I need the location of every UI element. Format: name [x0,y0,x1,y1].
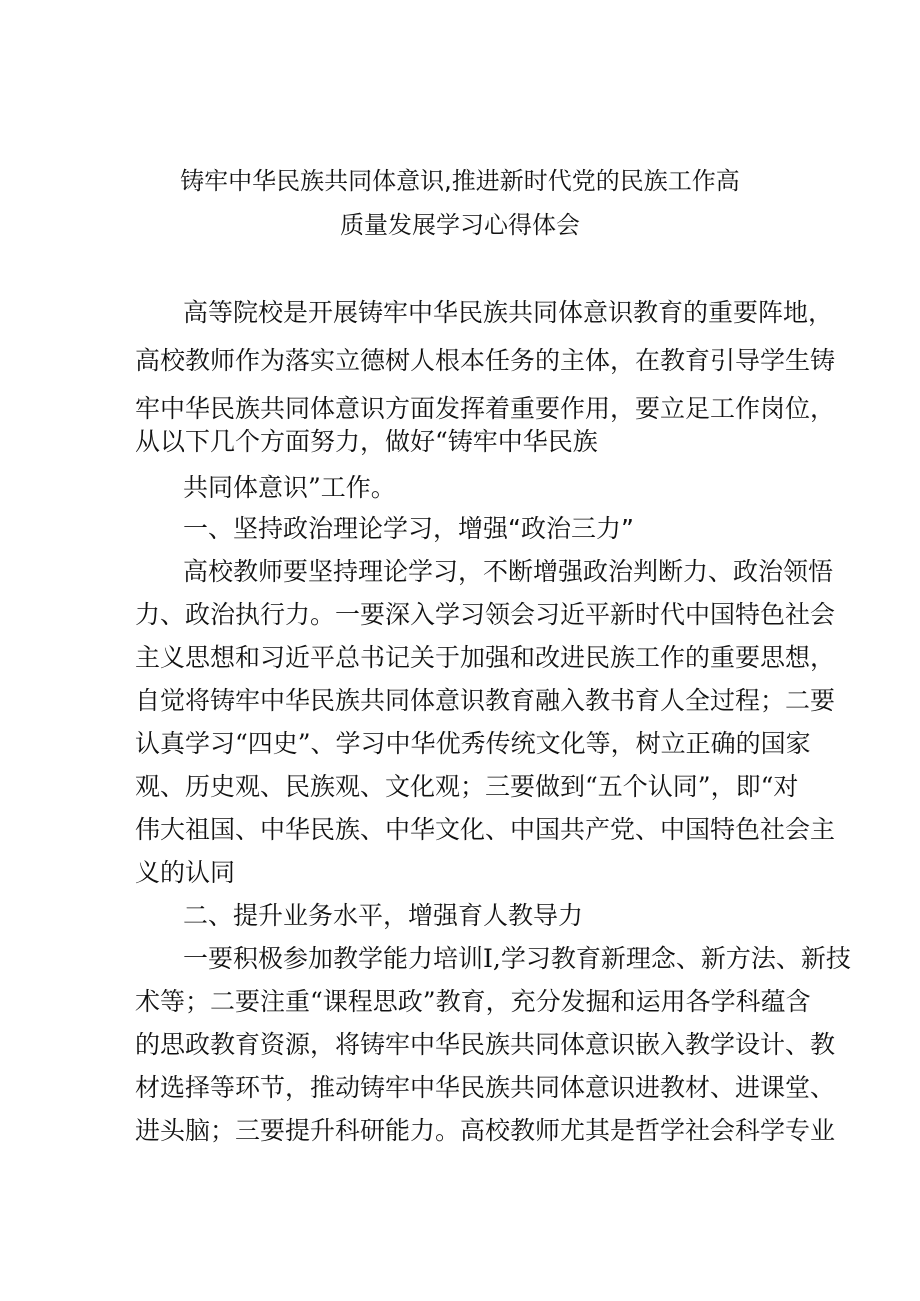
section-1-line-5: 认真学习“四史”、学习中华优秀传统文化等，树立正确的国家 [135,729,811,758]
section-1-line-2: 力、政治执行力。一要深入学习领会习近平新时代中国特色社会 [135,600,836,629]
section-2-line-3: 的思政教育资源，将铸牢中华民族共同体意识嵌入教学设计、教 [135,1030,836,1059]
intro-line-5: 共同体意识”工作。 [183,473,396,502]
section-1-heading: 一、坚持政治理论学习，增强“政治三力” [183,514,634,543]
intro-line-3: 牢中华民族共同体意识方面发挥着重要作用，要立足工作岗位， [135,394,836,423]
section-1-line-7: 伟大祖国、中华民族、中华文化、中国共产党、中国特色社会主 [135,815,836,844]
intro-line-2: 高校教师作为落实立德树人根本任务的主体，在教育引导学生铸 [135,346,836,375]
section-2-line-1: 一要积极参加教学能力培训I,学习教育新理念、新方法、新技 [183,944,851,973]
section-1-line-4: 自觉将铸牢中华民族共同体意识教育融入教书育人全过程；二要 [135,686,836,715]
section-1-line-3: 主义思想和习近平总书记关于加强和改进民族工作的重要思想， [135,643,836,672]
section-1-line-6: 观、历史观、民族观、文化观；三要做到“五个认同”，即“对 [135,772,799,801]
section-2-heading: 二、提升业务水平，增强育人教导力 [183,901,584,930]
section-2-line-2: 术等；二要注重“课程思政”教育，充分发掘和运用各学科蕴含 [135,987,811,1016]
document-title-line-2: 质量发展学习心得体会 [340,211,580,239]
section-2-line-5: 进头脑；三要提升科研能力。高校教师尤其是哲学社会科学专业 [135,1116,836,1145]
intro-line-4: 从以下几个方面努力，做好“铸牢中华民族 [135,427,598,456]
section-1-line-8: 义的认同 [135,858,236,887]
document-title-line-1: 铸牢中华民族共同体意识,推进新时代党的民族工作高 [180,167,740,195]
section-2-line-4: 材选择等环节，推动铸牢中华民族共同体意识进教材、进课堂、 [135,1073,836,1102]
intro-line-1: 高等院校是开展铸牢中华民族共同体意识教育的重要阵地， [183,298,834,327]
section-1-line-1: 高校教师要坚持理论学习，不断增强政治判断力、政治领悟 [183,557,834,586]
